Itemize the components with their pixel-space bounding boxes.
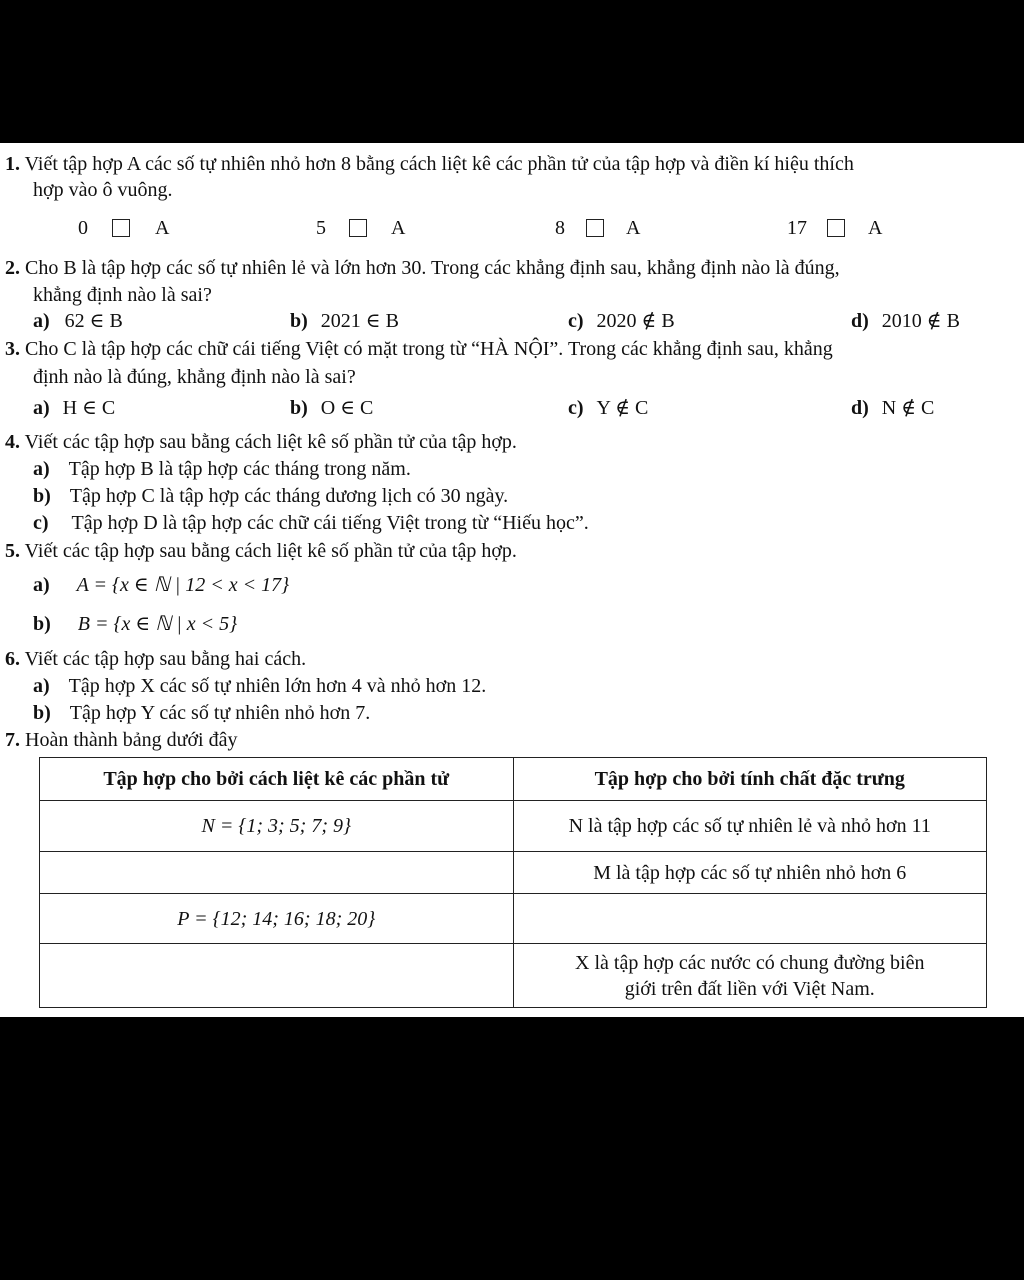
set-expression: A = {x ∈ ℕ | 12 < x < 17} — [76, 574, 290, 596]
option-label: a) — [33, 397, 50, 419]
q3-option-d — [851, 396, 934, 420]
table-row — [40, 801, 987, 852]
q2-option-b — [290, 309, 399, 333]
worksheet-page — [0, 143, 1024, 1017]
q4-item-c — [33, 511, 589, 535]
answer-box-0[interactable] — [112, 219, 130, 237]
item-label: b) — [33, 485, 51, 507]
q6-number: 6. — [5, 648, 20, 670]
q2-option-a — [33, 309, 123, 333]
q1-text: Viết tập hợp A các số tự nhiên nhỏ hơn 8 bằng cách liệt kê các phần tử của tập hợp và điền kí hiệu thích — [24, 153, 854, 175]
q3-option-c — [568, 396, 648, 420]
q6-item-b — [33, 701, 370, 725]
option-text: O ∈ C — [320, 397, 374, 419]
q1-number: 1. — [5, 153, 20, 175]
q7-line — [5, 728, 237, 752]
item-label: a) — [33, 574, 50, 596]
q7-number: 7. — [5, 729, 20, 751]
item-text: Tập hợp X các số tự nhiên lớn hơn 4 và nhỏ hơn 12. — [68, 675, 487, 697]
q4-number: 4. — [5, 431, 20, 453]
q5-text: Viết các tập hợp sau bằng cách liệt kê số phần tử của tập hợp. — [24, 540, 517, 562]
table-header: Tập hợp cho bởi tính chất đặc trưng — [513, 758, 987, 801]
q2-line-2: khẳng định nào là sai? — [33, 284, 212, 306]
table-cell: N = {1; 3; 5; 7; 9} — [40, 801, 514, 852]
q2-line-1 — [5, 256, 840, 280]
table-cell: M là tập hợp các số tự nhiên nhỏ hơn 6 — [513, 852, 987, 894]
q2-number: 2. — [5, 257, 20, 279]
option-label: a) — [33, 310, 50, 332]
q1-item-2-left: 8 — [555, 217, 565, 239]
q3-line-1 — [5, 337, 833, 361]
option-label: c) — [568, 310, 584, 332]
table-row — [40, 894, 987, 944]
table-cell-empty[interactable] — [40, 944, 514, 1008]
table-cell-line-1: X là tập hợp các nước có chung đường biên — [575, 951, 925, 974]
table-cell: N là tập hợp các số tự nhiên lẻ và nhỏ hơn 11 — [513, 801, 987, 852]
item-label: b) — [33, 613, 51, 635]
q2-option-d — [851, 309, 960, 333]
answer-box-2[interactable] — [586, 219, 604, 237]
item-label: c) — [33, 512, 49, 534]
q1-item-3-left: 17 — [787, 217, 807, 239]
q1-line-1 — [5, 152, 854, 176]
q2-option-c — [568, 309, 675, 333]
q1-item-2-right: A — [626, 217, 641, 239]
q1-item-0-left: 0 — [78, 217, 88, 239]
table-cell-empty[interactable] — [40, 852, 514, 894]
q5-item-b — [33, 612, 237, 636]
q4-item-a — [33, 457, 411, 481]
q7-text: Hoàn thành bảng dưới đây — [25, 729, 238, 751]
option-text: N ∉ C — [881, 397, 935, 419]
q1-item-0-right: A — [155, 217, 170, 239]
option-label: c) — [568, 397, 584, 419]
item-label: b) — [33, 702, 51, 724]
item-text: Tập hợp C là tập hợp các tháng dương lịch có 30 ngày. — [69, 485, 509, 507]
table-cell — [513, 944, 987, 1008]
table-header-row — [40, 758, 987, 801]
q3-option-b — [290, 396, 373, 420]
q3-number: 3. — [5, 338, 20, 360]
option-label: d) — [851, 310, 869, 332]
q1-item-1-left: 5 — [316, 217, 326, 239]
option-text: Y ∉ C — [596, 397, 649, 419]
q5-line — [5, 539, 517, 563]
item-text: Tập hợp B là tập hợp các tháng trong năm. — [68, 458, 411, 480]
table-cell-empty[interactable] — [513, 894, 987, 944]
q5-number: 5. — [5, 540, 20, 562]
q3-line-2: định nào là đúng, khẳng định nào là sai? — [33, 366, 356, 388]
option-label: b) — [290, 310, 308, 332]
option-text: 2021 ∈ B — [320, 310, 399, 332]
option-text: 2010 ∉ B — [881, 310, 960, 332]
answer-box-1[interactable] — [349, 219, 367, 237]
q6-line — [5, 647, 306, 671]
q1-item-3-right: A — [868, 217, 883, 239]
option-label: d) — [851, 397, 869, 419]
item-text: Tập hợp D là tập hợp các chữ cái tiếng Việt trong từ “Hiếu học”. — [71, 512, 589, 534]
q1-item-1-right: A — [391, 217, 406, 239]
table-row — [40, 852, 987, 894]
table-header: Tập hợp cho bởi cách liệt kê các phần tử — [40, 758, 514, 801]
item-label: a) — [33, 458, 50, 480]
table-row — [40, 944, 987, 1008]
set-expression: B = {x ∈ ℕ | x < 5} — [77, 613, 238, 635]
set-table — [39, 757, 987, 1008]
q1-line-2: hợp vào ô vuông. — [33, 179, 173, 201]
q6-text: Viết các tập hợp sau bằng hai cách. — [24, 648, 307, 670]
q4-line — [5, 430, 517, 454]
option-text: 2020 ∉ B — [596, 310, 675, 332]
q5-item-a — [33, 573, 289, 597]
table-cell-line-2: giới trên đất liền với Việt Nam. — [624, 977, 875, 1000]
q4-item-b — [33, 484, 508, 508]
option-text: H ∈ C — [62, 397, 116, 419]
q3-option-a — [33, 396, 115, 420]
answer-box-3[interactable] — [827, 219, 845, 237]
q3-text: Cho C là tập hợp các chữ cái tiếng Việt có mặt trong từ “HÀ NỘI”. Trong các khẳng định sau, khẳng — [25, 338, 833, 360]
q2-text: Cho B là tập hợp các số tự nhiên lẻ và lớn hơn 30. Trong các khẳng định sau, khẳng định nào là đúng, — [25, 257, 840, 279]
item-label: a) — [33, 675, 50, 697]
q4-text: Viết các tập hợp sau bằng cách liệt kê số phần tử của tập hợp. — [24, 431, 517, 453]
item-text: Tập hợp Y các số tự nhiên nhỏ hơn 7. — [69, 702, 371, 724]
option-text: 62 ∈ B — [64, 310, 123, 332]
q6-item-a — [33, 674, 486, 698]
table-cell: P = {12; 14; 16; 18; 20} — [40, 894, 514, 944]
option-label: b) — [290, 397, 308, 419]
